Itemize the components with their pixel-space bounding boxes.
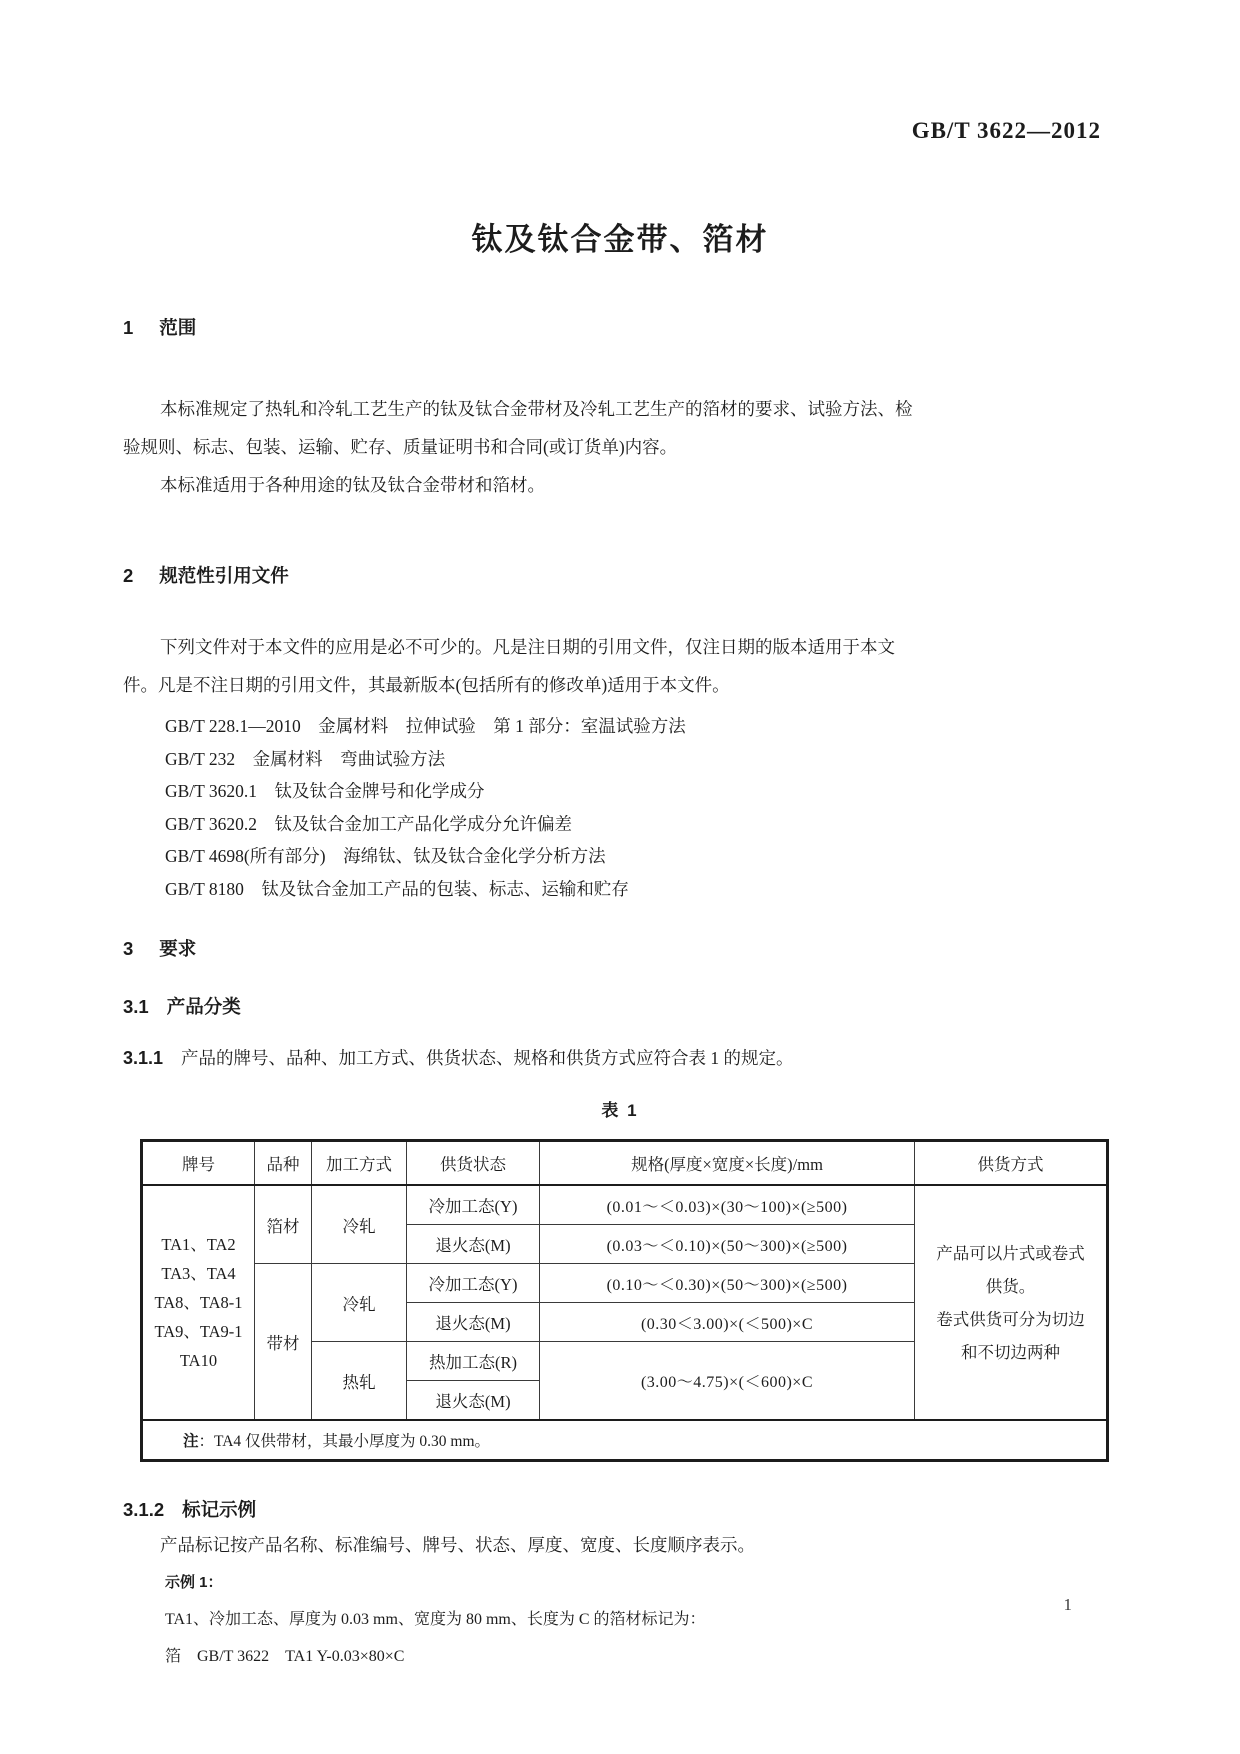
- scope-paragraph-2: 本标准适用于各种用途的钛及钛合金带材和箔材。: [160, 475, 545, 495]
- table-row: [142, 1185, 1108, 1225]
- delivery-line: 产品可以片式或卷式: [936, 1243, 1085, 1263]
- spec-cell: (0.03～＜0.10)×(50～300)×(≥500): [540, 1225, 915, 1264]
- section-3-1-1-text: 产品的牌号、品种、加工方式、供货状态、规格和供货方式应符合表 1 的规定。: [181, 1048, 794, 1068]
- section-3-1-heading: [123, 993, 1117, 1019]
- section-3-heading: [123, 935, 1117, 961]
- condition-cell: 退火态(M): [407, 1303, 540, 1342]
- col-header-variety: 品种: [255, 1141, 312, 1186]
- col-header-condition: 供货状态: [407, 1141, 540, 1186]
- reference-item: GB/T 3620.2 钛及钛合金加工产品化学成分允许偏差: [165, 813, 573, 834]
- process-cold-strip-cell: 冷轧: [312, 1264, 407, 1342]
- grade-line: TA1、TA2: [161, 1235, 236, 1254]
- col-header-process: 加工方式: [312, 1141, 407, 1186]
- reference-item: GB/T 232 金属材料 弯曲试验方法: [165, 748, 446, 769]
- section-3-1-2-number: 3.1.2: [123, 1499, 165, 1520]
- table-1-caption: 表 1: [601, 1101, 639, 1120]
- paragraph-line: 件。凡是不注日期的引用文件，其最新版本(包括所有的修改单)适用于本文件。: [123, 675, 730, 695]
- section-1-heading: [123, 314, 1117, 340]
- spec-cell: (0.30＜3.00)×(＜500)×C: [540, 1303, 915, 1342]
- delivery-line: 卷式供货可分为切边: [936, 1309, 1085, 1329]
- section-3-number: 3: [123, 938, 134, 959]
- references-intro: [123, 628, 1117, 704]
- paragraph-line: 本标准规定了热轧和冷轧工艺生产的钛及钛合金带材及冷轧工艺生产的箔材的要求、试验方法、检: [160, 399, 913, 419]
- condition-cell: 冷加工态(Y): [407, 1264, 540, 1303]
- grade-line: TA10: [179, 1351, 218, 1370]
- grade-line: TA3、TA4: [161, 1264, 236, 1283]
- variety-strip-cell: 带材: [255, 1264, 312, 1421]
- section-2-heading: [123, 562, 1117, 588]
- grade-line: TA8、TA8-1: [154, 1293, 243, 1312]
- reference-item: GB/T 8180 钛及钛合金加工产品的包装、标志、运输和贮存: [165, 878, 629, 899]
- note-label: 注: [183, 1433, 199, 1450]
- standard-code: GB/T 3622—2012: [911, 118, 1101, 143]
- col-header-grade: 牌号: [142, 1141, 255, 1186]
- col-header-spec: 规格(厚度×宽度×长度)/mm: [540, 1141, 915, 1186]
- spec-cell: (0.10～＜0.30)×(50～300)×(≥500): [540, 1264, 915, 1303]
- delivery-method-cell: [915, 1185, 1108, 1420]
- table-1: [140, 1139, 1109, 1462]
- scope-paragraph-1: [123, 390, 1117, 466]
- page-content: [123, 0, 1117, 1666]
- delivery-line: 和不切边两种: [961, 1342, 1060, 1362]
- condition-cell: 热加工态(R): [407, 1342, 540, 1381]
- col-header-delivery: 供货方式: [915, 1141, 1108, 1186]
- reference-item: GB/T 228.1—2010 金属材料 拉伸试验 第 1 部分：室温试验方法: [165, 716, 686, 736]
- spec-cell-merged: (3.00～4.75)×(＜600)×C: [540, 1342, 915, 1421]
- example-designation-code: 箔 GB/T 3622 TA1 Y-0.03×80×C: [165, 1648, 405, 1665]
- paragraph-line: 验规则、标志、包装、运输、贮存、质量证明书和合同(或订货单)内容。: [123, 437, 678, 457]
- example-label: 示例 1：: [165, 1574, 223, 1591]
- section-3-1-title: 产品分类: [166, 996, 241, 1017]
- spec-cell: (0.01～＜0.03)×(30～100)×(≥500): [540, 1185, 915, 1225]
- section-3-1-1-line: [123, 1045, 1117, 1070]
- process-cold-foil-cell: 冷轧: [312, 1185, 407, 1264]
- paragraph-line: 下列文件对于本文件的应用是必不可少的。凡是注日期的引用文件，仅注日期的版本适用于本文: [160, 637, 895, 657]
- section-3-1-2-heading: [123, 1496, 1117, 1522]
- section-3-1-1-number: 3.1.1: [123, 1048, 164, 1068]
- marking-paragraph: 产品标记按产品名称、标准编号、牌号、状态、厚度、宽度、长度顺序表示。: [160, 1535, 755, 1555]
- delivery-line: 供货。: [985, 1276, 1036, 1296]
- section-1-number: 1: [123, 317, 134, 338]
- section-3-title: 要求: [159, 938, 197, 959]
- condition-cell: 退火态(M): [407, 1381, 540, 1421]
- table-note-row: [142, 1420, 1108, 1461]
- section-1-title: 范围: [159, 317, 197, 338]
- process-hot-cell: 热轧: [312, 1342, 407, 1421]
- document-title: 钛及钛合金带、箔材: [471, 222, 769, 257]
- variety-foil-cell: 箔材: [255, 1185, 312, 1264]
- reference-item: GB/T 4698(所有部分) 海绵钛、钛及钛合金化学分析方法: [165, 846, 606, 866]
- table-note-cell: [142, 1420, 1108, 1461]
- reference-item: GB/T 3620.1 钛及钛合金牌号和化学成分: [165, 781, 485, 801]
- example-description: TA1、冷加工态、厚度为 0.03 mm、宽度为 80 mm、长度为 C 的箔材标记为：: [165, 1611, 706, 1628]
- reference-list: [123, 710, 1117, 905]
- table-header-row: [142, 1141, 1108, 1186]
- section-3-1-number: 3.1: [123, 996, 149, 1017]
- grade-line: TA9、TA9-1: [154, 1322, 243, 1341]
- section-2-title: 规范性引用文件: [159, 565, 289, 586]
- grade-list-cell: [142, 1185, 255, 1420]
- section-3-1-2-title: 标记示例: [182, 1499, 257, 1520]
- section-2-number: 2: [123, 565, 134, 586]
- note-text: ：TA4 仅供带材，其最小厚度为 0.30 mm。: [198, 1433, 491, 1450]
- condition-cell: 退火态(M): [407, 1225, 540, 1264]
- condition-cell: 冷加工态(Y): [407, 1185, 540, 1225]
- page-number: 1: [1063, 1595, 1072, 1614]
